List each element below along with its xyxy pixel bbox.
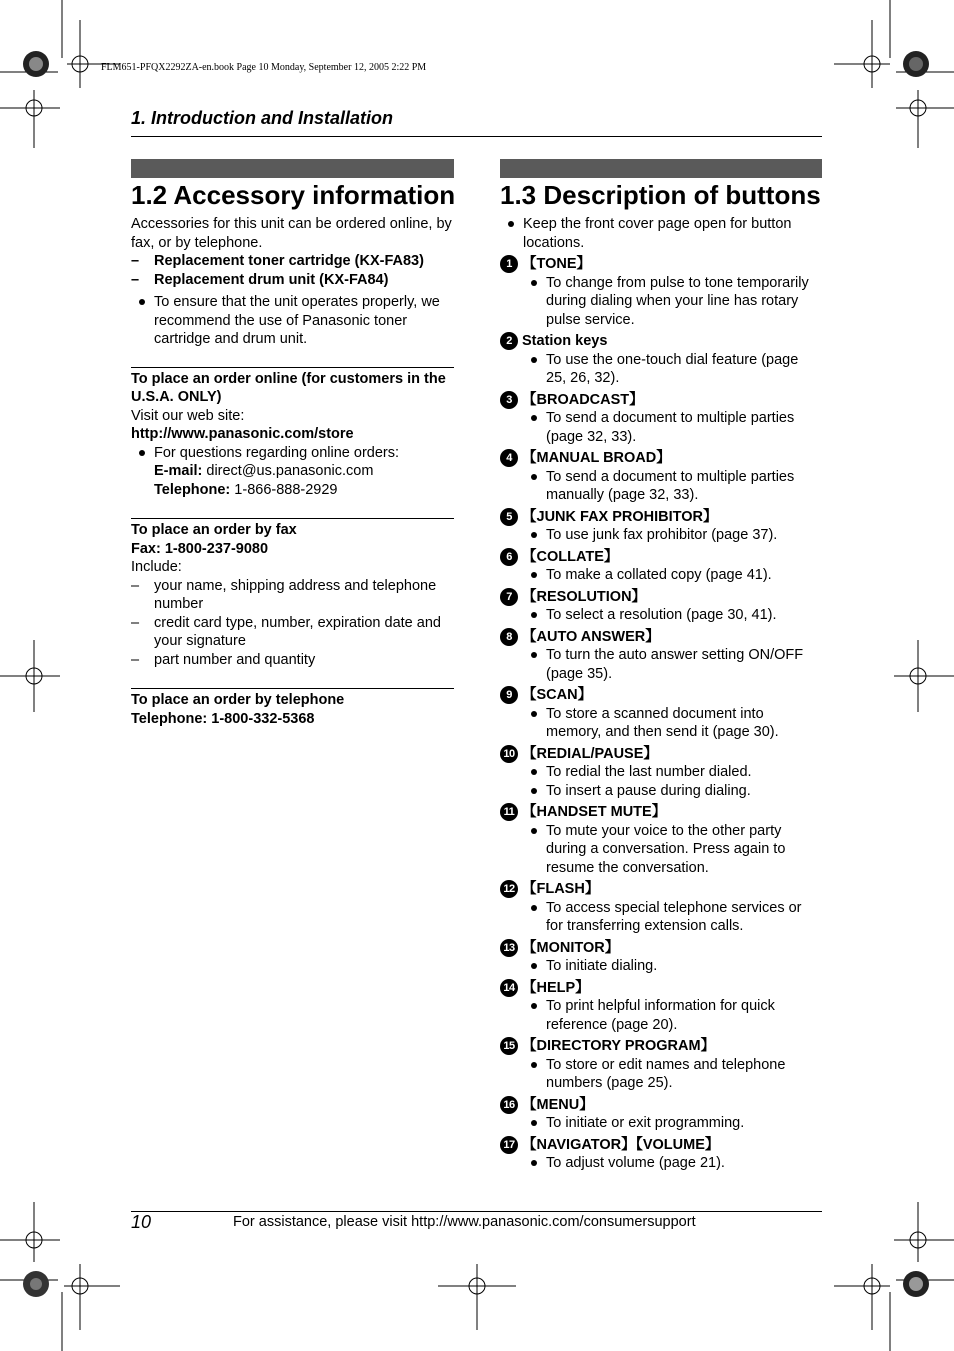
accessory-intro: Accessories for this unit can be ordered online, by fax, or by telephone. bbox=[131, 216, 452, 251]
button-name: 【REDIAL/PAUSE】 bbox=[522, 745, 658, 762]
button-entry bbox=[500, 588, 822, 625]
button-entry bbox=[500, 1037, 822, 1093]
button-description: To send a document to multiple parties (page 32, 33). bbox=[523, 409, 822, 446]
button-entry-head bbox=[500, 449, 822, 468]
number-circle-icon: 4 bbox=[500, 449, 518, 467]
button-entry bbox=[500, 449, 822, 505]
button-name: 【NAVIGATOR】【VOLUME】 bbox=[522, 1136, 720, 1153]
section-bar-left bbox=[131, 159, 454, 178]
button-entry-head bbox=[500, 548, 822, 567]
online-heading: To place an order online (for customers in the U.S.A. ONLY) bbox=[131, 370, 446, 405]
button-name: 【MANUAL BROAD】 bbox=[522, 450, 671, 466]
button-entry-head bbox=[500, 255, 822, 274]
header-rule bbox=[131, 136, 822, 137]
button-entry bbox=[500, 979, 822, 1035]
number-circle-icon: 8 bbox=[500, 628, 518, 646]
email-label: E-mail: bbox=[154, 463, 203, 479]
button-entry-head bbox=[500, 588, 822, 607]
button-description: To select a resolution (page 30, 41). bbox=[523, 606, 822, 625]
number-circle-icon: 14 bbox=[500, 979, 518, 997]
section-bar-right bbox=[500, 159, 822, 178]
button-name: 【FLASH】 bbox=[522, 881, 600, 897]
footer-text: For assistance, please visit http://www.panasonic.com/consumersupport bbox=[233, 1214, 696, 1230]
fax-order-section bbox=[131, 518, 454, 669]
button-entry bbox=[500, 939, 822, 976]
button-description: To change from pulse to tone temporarily during dialing when your line has rotary pulse service. bbox=[523, 274, 822, 330]
button-name: 【DIRECTORY PROGRAM】 bbox=[522, 1038, 716, 1054]
number-circle-icon: 10 bbox=[500, 745, 518, 763]
number-circle-icon: 12 bbox=[500, 880, 518, 898]
button-name: 【TONE】 bbox=[522, 256, 592, 272]
accessory-column bbox=[131, 215, 454, 728]
button-entry-head bbox=[500, 628, 822, 647]
number-circle-icon: 3 bbox=[500, 391, 518, 409]
button-entry bbox=[500, 1096, 822, 1133]
button-entry bbox=[500, 508, 822, 545]
button-name: 【HANDSET MUTE】 bbox=[522, 804, 667, 820]
number-circle-icon: 5 bbox=[500, 508, 518, 526]
button-entry bbox=[500, 803, 822, 877]
button-entry-head bbox=[500, 1136, 822, 1155]
online-phone-label: Telephone: bbox=[154, 481, 231, 498]
button-entry-head bbox=[500, 803, 822, 822]
button-name: 【SCAN】 bbox=[522, 687, 593, 703]
number-circle-icon: 13 bbox=[500, 939, 518, 957]
number-circle-icon: 17 bbox=[500, 1136, 518, 1154]
number-circle-icon: 7 bbox=[500, 588, 518, 606]
fax-number: Fax: 1-800-237-9080 bbox=[131, 540, 269, 557]
button-entry-head bbox=[500, 332, 822, 351]
button-description: To print helpful information for quick reference (page 20). bbox=[523, 997, 822, 1034]
accessory-item: – Replacement toner cartridge (KX-FA83) bbox=[131, 252, 454, 271]
button-entry-head bbox=[500, 1096, 822, 1115]
email-line bbox=[131, 462, 454, 481]
fax-heading: To place an order by fax bbox=[131, 522, 297, 538]
telephone-heading: To place an order by telephone bbox=[131, 692, 345, 708]
number-circle-icon: 15 bbox=[500, 1037, 518, 1055]
button-entry bbox=[500, 255, 822, 329]
button-name: 【RESOLUTION】 bbox=[522, 588, 647, 605]
online-visit: Visit our web site: bbox=[131, 407, 245, 424]
button-entry-head bbox=[500, 391, 822, 410]
button-entry-head bbox=[500, 979, 822, 998]
telephone-number: Telephone: 1-800-332-5368 bbox=[131, 710, 315, 727]
number-circle-icon: 6 bbox=[500, 548, 518, 566]
fax-include-item: – credit card type, number, expiration date and your signature bbox=[131, 614, 454, 651]
button-entry-head bbox=[500, 745, 822, 764]
button-entry-head bbox=[500, 508, 822, 527]
button-name: 【HELP】 bbox=[522, 979, 590, 996]
button-list bbox=[500, 255, 822, 1173]
accessory-note: To ensure that the unit operates properly, we recommend the use of Panasonic toner cartridge and drum unit. bbox=[131, 293, 454, 349]
fax-include-item: – your name, shipping address and telephone number bbox=[131, 577, 454, 614]
button-name: 【MONITOR】 bbox=[522, 939, 620, 956]
button-description: To mute your voice to the other party during a conversation. Press again to resume the conversation. bbox=[523, 822, 822, 878]
running-head: 1. Introduction and Installation bbox=[131, 108, 394, 128]
button-entry bbox=[500, 1136, 822, 1173]
page-number: 10 bbox=[131, 1212, 152, 1232]
number-circle-icon: 9 bbox=[500, 686, 518, 704]
online-questions: For questions regarding online orders: bbox=[131, 444, 454, 463]
online-phone-number: 1-866-888-2929 bbox=[234, 481, 338, 498]
fax-include: Include: bbox=[131, 559, 182, 575]
button-name: 【BROADCAST】 bbox=[522, 391, 644, 408]
button-entry-head bbox=[500, 880, 822, 899]
online-order-section bbox=[131, 367, 454, 500]
number-circle-icon: 2 bbox=[500, 332, 518, 350]
button-entry bbox=[500, 332, 822, 388]
button-description: To access special telephone services or for transferring extension calls. bbox=[523, 899, 822, 936]
button-entry-head bbox=[500, 1037, 822, 1056]
store-link[interactable]: http://www.panasonic.com/store bbox=[131, 426, 354, 442]
button-entry-head bbox=[500, 686, 822, 705]
button-description: To redial the last number dialed. bbox=[523, 763, 822, 782]
button-description: To adjust volume (page 21). bbox=[523, 1154, 822, 1173]
buttons-intro: Keep the front cover page open for button locations. bbox=[500, 215, 822, 252]
accessory-item: – Replacement drum unit (KX-FA84) bbox=[131, 271, 454, 290]
email-address[interactable]: direct@us.panasonic.com bbox=[206, 463, 374, 479]
number-circle-icon: 11 bbox=[500, 803, 518, 821]
button-description: To turn the auto answer setting ON/OFF (page 35). bbox=[523, 646, 822, 683]
button-description: To store or edit names and telephone numbers (page 25). bbox=[523, 1056, 822, 1093]
number-circle-icon: 16 bbox=[500, 1096, 518, 1114]
button-description: To use the one-touch dial feature (page 25, 26, 32). bbox=[523, 351, 822, 388]
button-description: To store a scanned document into memory, and then send it (page 30). bbox=[523, 705, 822, 742]
online-phone-line bbox=[131, 481, 454, 500]
button-entry bbox=[500, 391, 822, 447]
button-entry-head bbox=[500, 939, 822, 958]
button-entry bbox=[500, 686, 822, 742]
button-description: To use junk fax prohibitor (page 37). bbox=[523, 526, 822, 545]
fax-include-item: – part number and quantity bbox=[131, 651, 454, 670]
button-entry bbox=[500, 628, 822, 684]
button-entry bbox=[500, 745, 822, 801]
button-description: To send a document to multiple parties manually (page 32, 33). bbox=[523, 468, 822, 505]
button-name: 【MENU】 bbox=[522, 1096, 594, 1113]
button-name: 【AUTO ANSWER】 bbox=[522, 628, 660, 645]
telephone-order-section bbox=[131, 688, 454, 728]
button-description: To make a collated copy (page 41). bbox=[523, 566, 822, 585]
button-description: To initiate or exit programming. bbox=[523, 1114, 822, 1133]
button-entry bbox=[500, 548, 822, 585]
button-name: 【JUNK FAX PROHIBITOR】 bbox=[522, 508, 718, 525]
print-info: FLM651-PFQX2292ZA-en.book Page 10 Monday, September 12, 2005 2:22 PM bbox=[101, 62, 427, 73]
button-description: To insert a pause during dialing. bbox=[523, 782, 822, 801]
buttons-column bbox=[500, 215, 822, 1173]
button-name: 【COLLATE】 bbox=[522, 548, 619, 565]
button-entry bbox=[500, 880, 822, 936]
buttons-title: 1.3 Description of buttons bbox=[500, 180, 821, 210]
button-description: To initiate dialing. bbox=[523, 957, 822, 976]
accessory-title: 1.2 Accessory information bbox=[131, 180, 456, 210]
number-circle-icon: 1 bbox=[500, 255, 518, 273]
button-name: Station keys bbox=[522, 333, 608, 349]
footer-rule bbox=[131, 1211, 822, 1212]
